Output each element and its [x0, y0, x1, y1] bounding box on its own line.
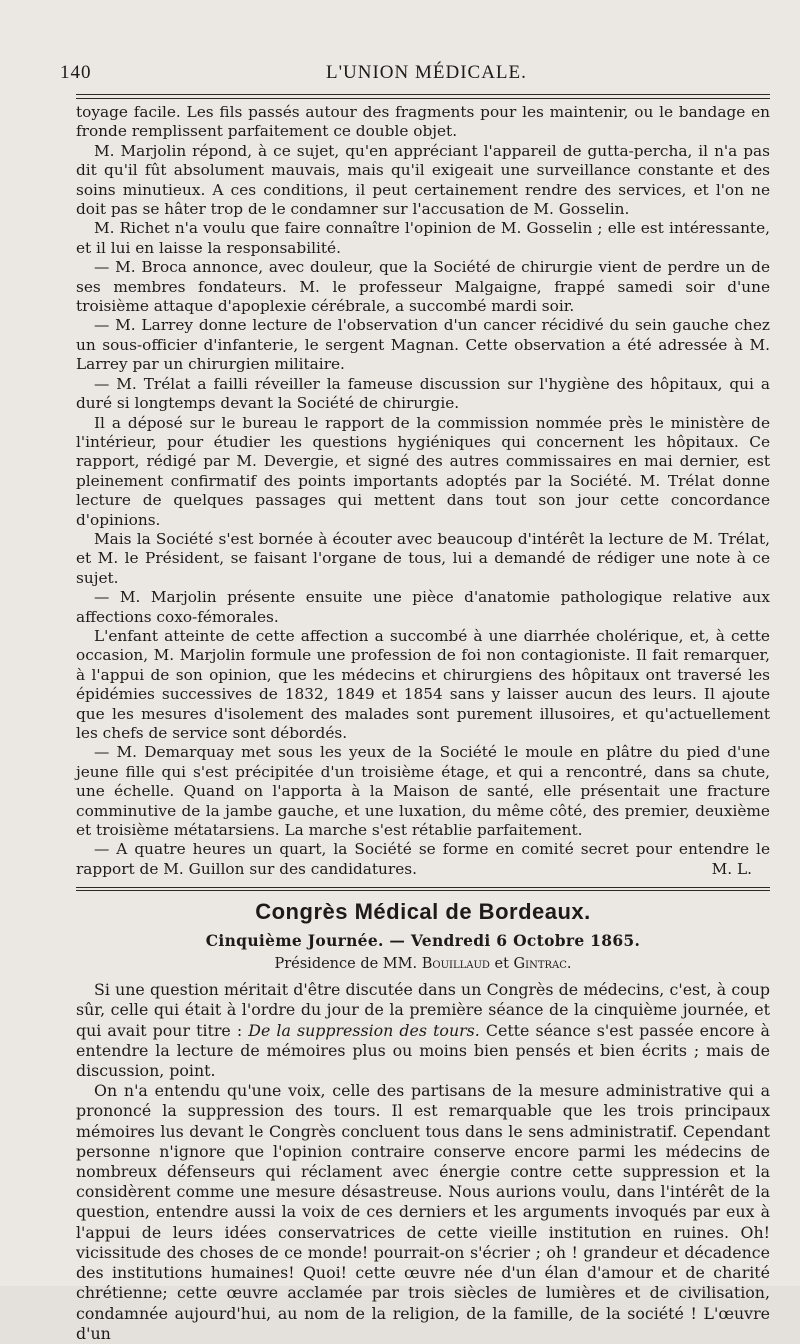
running-head	[60, 58, 770, 88]
report-paragraph: toyage facile. Les fils passés autour des fragments pour les maintenir, ou le bandage en fronde remplissent parfaitement ce double objet.	[76, 103, 770, 141]
session-topic: De la suppression des tours.	[248, 1020, 480, 1040]
report-paragraph: — M. Marjolin présente ensuite une pièce d'anatomie pathologique relative aux affections coxo-fémorales.	[76, 588, 770, 626]
page-number: 140	[60, 62, 92, 83]
president-name: Gintrac	[513, 956, 567, 973]
report-paragraph: — M. Trélat a failli réveiller la fameuse discussion sur l'hygiène des hôpitaux, qui a duré si longtemps devant la Société de chirurgie.	[76, 374, 770, 413]
presidency-join: et	[489, 956, 514, 973]
society-report	[76, 103, 770, 879]
paragraph-text: Si une question méritait d'être discutée dans un Congrès de médecins, c'est, à coup sûr, celle qui était à l'ordre du jour de la première séance de la cinquième journée, et qui avait pour titre :	[76, 980, 770, 1040]
header-rule	[76, 94, 770, 99]
author-signature: M. L.	[711, 859, 752, 878]
article-title: Congrès Médical de Bordeaux.	[255, 899, 591, 925]
report-paragraph: M. Richet n'a voulu que faire connaître l'opinion de M. Gosselin ; elle est intéressante, et il lui en laisse la responsabilité.	[76, 219, 770, 257]
day-heading: Cinquième Journée. — Vendredi 6 Octobre 1865.	[205, 931, 641, 951]
presidency-prefix: Présidence de MM.	[274, 956, 422, 973]
journal-title: L'UNION MÉDICALE.	[326, 62, 527, 83]
report-paragraph: L'enfant atteinte de cette affection a succombé à une diarrhée cholérique, et, à cette occasion, M. Marjolin formule une profession de foi non contagioniste. Il fait remarquer, à l'appui de son opinion, que les médecins et chirurgiens des hôpitaux ont traversé les épidémies successives de 1832, 1849 et 1854 sans y laisser aucun des leurs. Il ajoute que les mesures d'isolement des malades sont purement illusoires, et qu'actuellement les chefs de service sont débordés.	[76, 626, 770, 742]
report-paragraph: — M. Demarquay met sous les yeux de la Société le moule en plâtre du pied d'une jeune fille qui s'est précipitée d'un troisième étage, et qui a rencontré, dans sa chute, une échelle. Quand on l'apporta à la Maison de santé, elle présentait une fracture comminutive de la jambe gauche, et une luxation, du même côté, des premier, deuxième et troisième métatarsiens. La marche s'est rétablie parfaitement.	[76, 743, 770, 840]
congress-article	[76, 899, 770, 1344]
report-paragraph-text: — A quatre heures un quart, la Société se forme en comité secret pour entendre le rapport de M. Guillon sur des candidatures.	[76, 840, 770, 878]
report-paragraph: M. Marjolin répond, à ce sujet, qu'en appréciant l'appareil de gutta-percha, il n'a pas dit qu'il fût absolument mauvais, mais qu'il exigeait une surveillance constante et des soins minutieux. A ces conditions, il peut certainement rendre des services, et l'on ne doit pas se hâter trop de le condamner sur l'accusation de M. Gosselin.	[76, 141, 770, 219]
report-paragraph: Mais la Société s'est bornée à écouter avec beaucoup d'intérêt la lecture de M. Trélat, et M. le Président, se faisant l'organe de tous, lui a demandé de rédiger une note à ce sujet.	[76, 529, 770, 587]
report-paragraph: Il a déposé sur le bureau le rapport de la commission nommée près le ministère de l'intérieur, pour étudier les questions hygiéniques qui concernent les hôpitaux. Ce rapport, rédigé par M. Devergie, et signé des autres commissaires en mai dernier, est pleinement confirmatif des points importants adoptés par la Société. M. Trélat donne lecture de quelques passages qui mettent dans tout son jour cette concordance d'opinions.	[76, 413, 770, 529]
presidency-suffix: .	[566, 956, 572, 973]
report-paragraph: — M. Broca annonce, avec douleur, que la Société de chirurgie vient de perdre un de ses membres fondateurs. M. le professeur Malgaigne, frappé samedi soir d'une troisième attaque d'apoplexie cérébrale, a succombé mardi soir.	[76, 258, 770, 316]
section-separator	[76, 887, 770, 891]
presidency-line	[76, 956, 770, 972]
article-paragraph	[76, 980, 770, 1081]
report-paragraph: — M. Larrey donne lecture de l'observation d'un cancer récidivé du sein gauche chez un sous-officier d'infanterie, le sergent Magnan. Cette observation a été adressée à M. Larrey par un chirurgien militaire.	[76, 316, 770, 374]
report-final-paragraph	[76, 840, 770, 879]
president-name: Bouillaud	[421, 956, 490, 973]
article-paragraph: On n'a entendu qu'une voix, celle des partisans de la mesure administrative qui a prononcé la suppression des tours. Il est remarquable que les trois principaux mémoires lus devant le Congrès concluent tous dans le sens administratif. Cependant personne n'ignore que l'opinion contraire conserve encore parmi les médecins de nombreux défenseurs qui réclament avec énergie contre cette suppression et la considèrent comme une mesure désastreuse. Nous aurions voulu, dans l'intérêt de la question, entendre aussi la voix de ces derniers et les arguments invoqués par eux à l'appui de leurs idées conservatrices de cette vieille institution en ruines. Oh! vicissitude des choses de ce monde! pourrait-on s'écrier ; oh ! grandeur et décadence des institutions humaines! Quoi! cette œuvre née d'un élan d'amour et de charité chrétienne; cette œuvre acclamée par trois siècles de lumières et de civilisation, condamnée aujourd'hui, au nom de la religion, de la famille, de la société ! L'œuvre d'un	[76, 1081, 770, 1343]
paragraph-text: Cette séance s'est passée encore à entendre la lecture de mémoires plus ou moins bien pensés et bien écrits ; mais de discussion, point.	[76, 1020, 770, 1081]
